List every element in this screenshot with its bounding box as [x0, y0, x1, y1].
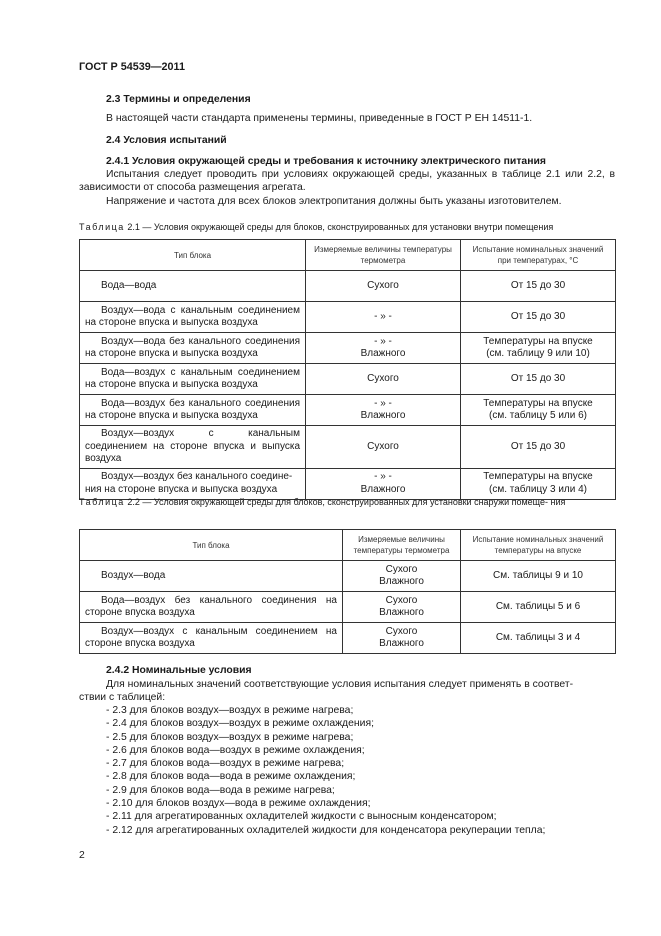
table-2-2-caption	[79, 496, 615, 508]
cell-measured: - » - Влажного	[306, 395, 461, 426]
cell-test-values: От 15 до 30	[461, 426, 616, 469]
cell-unit-type: Вода—вода	[80, 271, 306, 302]
cell-test-values: См. таблицы 5 и 6	[461, 592, 616, 623]
list-item: - 2.3 для блоков воздух—воздух в режиме нагрева;	[106, 705, 354, 716]
column-header-measured: Измеряемые величины температуры термометра	[343, 530, 461, 561]
list-item: - 2.7 для блоков вода—воздух в режиме нагрева;	[106, 758, 345, 770]
cell-unit-type: Вода—воздух без канального соединения на стороне впуска и выпуска воздуха	[80, 395, 306, 426]
column-header-measured: Измеряемые величины температуры термометра	[306, 240, 461, 271]
cell-unit-type: Воздух—вода	[80, 561, 343, 592]
table-row	[80, 364, 616, 395]
table-caption-text: 2.1 — Условия окружающей среды для блоков, сконструированных для установки внутри помещения	[127, 222, 554, 232]
table-label: Таблица	[79, 497, 125, 507]
cell-test-values: См. таблицы 9 и 10	[461, 561, 616, 592]
list-item: - 2.9 для блоков вода—вода в режиме нагрева;	[106, 784, 335, 796]
section-2-4-1-paragraph-1: Испытания следует проводить при условиях окружающей среды, указанных в таблице 2.1 или 2.2, в зависимости от способа размещения агрегата.	[79, 169, 615, 193]
list-item: - 2.4 для блоков воздух—воздух в режиме охлаждения;	[106, 718, 374, 730]
section-2-4-1-paragraph-2: Напряжение и частота для всех блоков электропитания должны быть указаны изготовителем.	[106, 196, 562, 207]
table-row	[80, 623, 616, 654]
table-label: Таблица	[79, 222, 125, 232]
section-2-3-title: 2.3 Термины и определения	[106, 94, 251, 105]
list-item: - 2.12 для агрегатированных охладителей жидкости для конденсатора рекуперации тепла;	[106, 824, 546, 836]
cell-measured: Сухого	[306, 426, 461, 469]
cell-test-values: См. таблицы 3 и 4	[461, 623, 616, 654]
table-row	[80, 426, 616, 469]
table-row	[80, 592, 616, 623]
table-2-1	[79, 239, 616, 500]
table-row	[80, 333, 616, 364]
rated-conditions-list	[106, 704, 616, 837]
column-header-test-values: Испытание номинальных значений при температурах, °С	[461, 240, 616, 271]
cell-test-values: Температуры на впуске (см. таблицу 9 или 10)	[461, 333, 616, 364]
list-item: - 2.11 для агрегатированных охладителей жидкости с выносным конденсатором;	[106, 811, 497, 823]
page-number: 2	[79, 850, 85, 861]
cell-measured: Сухого	[306, 364, 461, 395]
cell-test-values: От 15 до 30	[461, 364, 616, 395]
cell-measured: Сухого Влажного	[343, 592, 461, 623]
table-2-2	[79, 529, 616, 654]
cell-test-values: Температуры на впуске (см. таблицу 3 или 4)	[461, 468, 616, 499]
table-caption-text: 2.2 — Условия окружающей среды для блоков, сконструированных для установки снаружи помеще- ния	[127, 497, 566, 507]
cell-measured: - » - Влажного	[306, 468, 461, 499]
table-2-1-caption	[79, 221, 615, 233]
column-header-unit-type: Тип блока	[80, 530, 343, 561]
cell-test-values: От 15 до 30	[461, 271, 616, 302]
cell-measured: Сухого Влажного	[343, 623, 461, 654]
cell-unit-type: Воздух—вода без канального соединения на стороне впуска и выпуска воздуха	[80, 333, 306, 364]
section-2-4-1-title: 2.4.1 Условия окружающей среды и требования к источнику электрического питания	[106, 156, 546, 167]
cell-measured: Сухого	[306, 271, 461, 302]
table-row	[80, 468, 616, 499]
table-header-row	[80, 240, 616, 271]
cell-unit-type: Вода—воздух с канальным соединением на стороне впуска и выпуска воздуха	[80, 364, 306, 395]
column-header-test-values: Испытание номинальных значений температуры на впуске	[461, 530, 616, 561]
cell-test-values: Температуры на впуске (см. таблицу 5 или 6)	[461, 395, 616, 426]
list-item: - 2.10 для блоков воздух—вода в режиме охлаждения;	[106, 798, 371, 810]
cell-unit-type: Воздух—воздух без канального соедине- ния на стороне впуска и выпуска воздуха	[80, 468, 306, 499]
section-2-4-2-intro: Для номинальных значений соответствующие условия испытания следует применять в соответ- ствии с таблицей:	[79, 679, 574, 703]
list-item: - 2.8 для блоков вода—вода в режиме охлаждения;	[106, 771, 356, 783]
table-row	[80, 271, 616, 302]
cell-unit-type: Воздух—воздух с канальным соединением на стороне впуска и выпуска воздуха	[80, 426, 306, 469]
cell-unit-type: Воздух—вода с канальным соединением на стороне впуска и выпуска воздуха	[80, 302, 306, 333]
cell-test-values: От 15 до 30	[461, 302, 616, 333]
list-item: - 2.5 для блоков воздух—воздух в режиме нагрева;	[106, 731, 354, 743]
section-2-4-title: 2.4 Условия испытаний	[106, 135, 227, 146]
table-row	[80, 561, 616, 592]
cell-unit-type: Вода—воздух без канального соединения на стороне впуска воздуха	[80, 592, 343, 623]
cell-measured: - » -	[306, 302, 461, 333]
cell-unit-type: Воздух—воздух с канальным соединением на стороне впуска воздуха	[80, 623, 343, 654]
section-2-3-text: В настоящей части стандарта применены термины, приведенные в ГОСТ Р ЕН 14511-1.	[106, 113, 533, 124]
table-row	[80, 302, 616, 333]
document-header: ГОСТ Р 54539—2011	[79, 61, 185, 73]
column-header-unit-type: Тип блока	[80, 240, 306, 271]
table-row	[80, 395, 616, 426]
table-header-row	[80, 530, 616, 561]
list-item: - 2.6 для блоков вода—воздух в режиме охлаждения;	[106, 744, 365, 756]
section-2-4-2-title: 2.4.2 Номинальные условия	[106, 665, 252, 676]
cell-measured: Сухого Влажного	[343, 561, 461, 592]
cell-measured: - » - Влажного	[306, 333, 461, 364]
